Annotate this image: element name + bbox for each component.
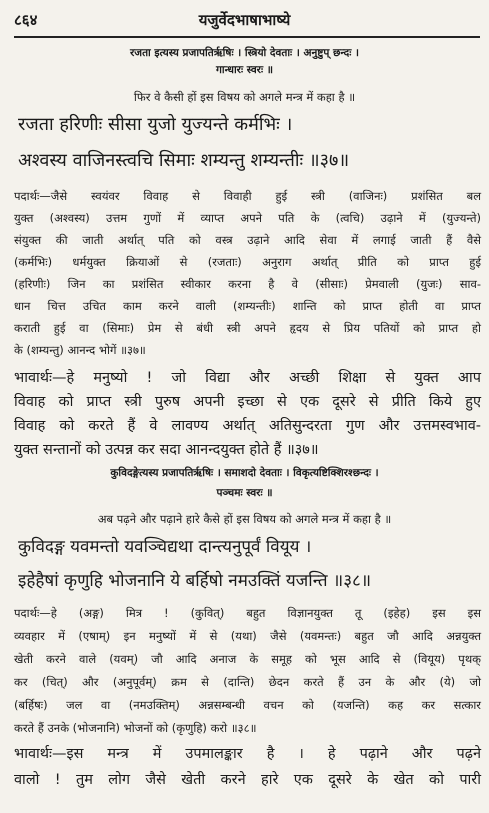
v38-padartha-line: पदार्थः—हे (अङ्ग) मित्र ! (कुवित्) बहुत विज्ञानयुक्त तू (इहेह) इस इस (14, 606, 481, 620)
v37-padartha-line: के (शम्यन्तु) आनन्द भोगें ॥३७॥ (14, 343, 146, 357)
v38-padartha-line: व्यवहार में (एषाम्) इन मनुष्यों में से (यथा) जैसे (यवमन्तः) बहुत जौ आदि अन्नयुक्त (14, 629, 481, 643)
v37-padartha-line: संयुक्त की जाती अर्थात् पति को वस्त्र उढ़ाने आदि सेवा में लगाई जाती हैं वैसे (14, 233, 481, 247)
v38-rishi-line: कुविदङ्गेत्यस्य प्रजापतिर्ऋषिः । समाशदो देवताः । विकृत्यष्टिक्शिरश्छन्दः । (110, 467, 379, 479)
v37-intro: फिर वे कैसी हों इस विषय को अगले मन्त्र में कहा है ॥ (133, 90, 356, 104)
v37-padartha-line: युक्त (अश्वस्य) उत्तम गुणों में व्याप्त अपने पति के (त्वचि) उढ़ाने में (युज्यन्ते) (14, 211, 481, 225)
v38-mantra-line-2: इहेहैषां कृणुहि भोजनानि ये बर्हिषो नमउक्तिं यजन्ति ॥३८॥ (18, 571, 372, 591)
v37-padartha-line: (हरिणीः) जिन का प्रशंसित स्वीकार करना है वे (सीसाः) प्रेमवाली (युजः) साव- (14, 277, 481, 291)
v37-bhavartha-line: भावार्थः—हे मनुष्यो ! जो विद्या और अच्छी शिक्षा से युक्त आप (14, 370, 481, 386)
v37-padartha-line: धान चित्त उचित काम करने वाली (शम्यन्तीः) शान्ति को प्राप्त होती वा प्राप्त (14, 299, 481, 313)
v37-bhavartha-line: विवाह को करते हैं वे लावण्य अर्थात् अतिसुन्दरता गुण और उत्तमस्वभाव- (14, 418, 481, 434)
v37-padartha-line: कराती हुई वा (सिमाः) प्रेम से बंधी स्त्री अपने हृदय से प्रिय पतियों को प्राप्त हो (14, 321, 481, 335)
running-title: यजुर्वेदभाषाभाष्ये (198, 11, 291, 29)
v38-padartha-line: कर (चित्) और (अनुपूर्वम्) क्रम से (दान्ति) छेदन करते हैं उन के और (ये) जो (14, 675, 481, 689)
page-number: ८६४ (14, 11, 38, 29)
v37-bhavartha-line: युक्त सन्तानों को उत्पन्न कर सदा आनन्दयुक्त होते हैं ॥३७॥ (14, 442, 319, 458)
v37-rishi-line: रजता इत्यस्य प्रजापतिर्ऋषिः । स्त्रियो देवताः । अनुष्टुप् छन्दः । (129, 47, 359, 59)
page-header (0, 8, 489, 34)
v38-bhavartha-line: भावार्थः—इस मन्त्र में उपमालङ्कार है । हे पढ़ाने और पढ़ने (14, 746, 481, 762)
v37-bhavartha-line: विवाह को प्राप्त स्त्री पुरुष अपनी इच्छा से एक दूसरे से प्रीति किये हुए (14, 394, 481, 410)
v38-svara-line: पञ्चमः स्वरः ॥ (216, 487, 273, 499)
v37-mantra-line-1: रजता हरिणीः सीसा युजो युज्यन्ते कर्मभिः । (18, 114, 293, 135)
v38-bhavartha-line: वालो ! तुम लोग जैसे खेती करने हारे एक दूसरे के खेत को पारी (14, 772, 481, 788)
v38-intro: अब पढ़ने और पढ़ाने हारे कैसे हों इस विषय को अगले मन्त्र में कहा है ॥ (97, 512, 392, 526)
header-rule (14, 36, 480, 38)
v38-padartha-line: (बर्हिषः) जल वा (नमउक्तिम्) अन्नसम्बन्धी वचन को (यजन्ति) कह कर सत्कार (14, 698, 481, 712)
v38-mantra-line-1: कुविदङ्ग यवमन्तो यवञ्चिद्यथा दान्त्यनुपूर्वं वियूय । (18, 537, 312, 557)
v38-padartha-line: करते हैं उनके (भोजनानि) भोजनों को (कृणुहि) करो ॥३८॥ (14, 721, 257, 735)
v37-mantra-line-2: अश्वस्य वाजिनस्त्वचि सिमाः शम्यन्तु शम्यन्तीः ॥३७॥ (18, 150, 350, 171)
v37-padartha-line: पदार्थः—जैसे स्वयंवर विवाह से विवाही हुई स्त्री (वाजिनः) प्रशंसित बल (14, 189, 481, 203)
v37-svara-line: गान्धारः स्वरः ॥ (215, 64, 274, 76)
v38-padartha-line: खेती करने वाले (यवम्) जौ आदि अनाज के समूह को भूस आदि से (वियूय) पृथक् (14, 652, 481, 666)
v37-padartha-line: (कर्मभिः) धर्मयुक्त क्रियाओं से (रजताः) अनुराग अर्थात् प्रीति को प्राप्त हुई (14, 255, 481, 269)
